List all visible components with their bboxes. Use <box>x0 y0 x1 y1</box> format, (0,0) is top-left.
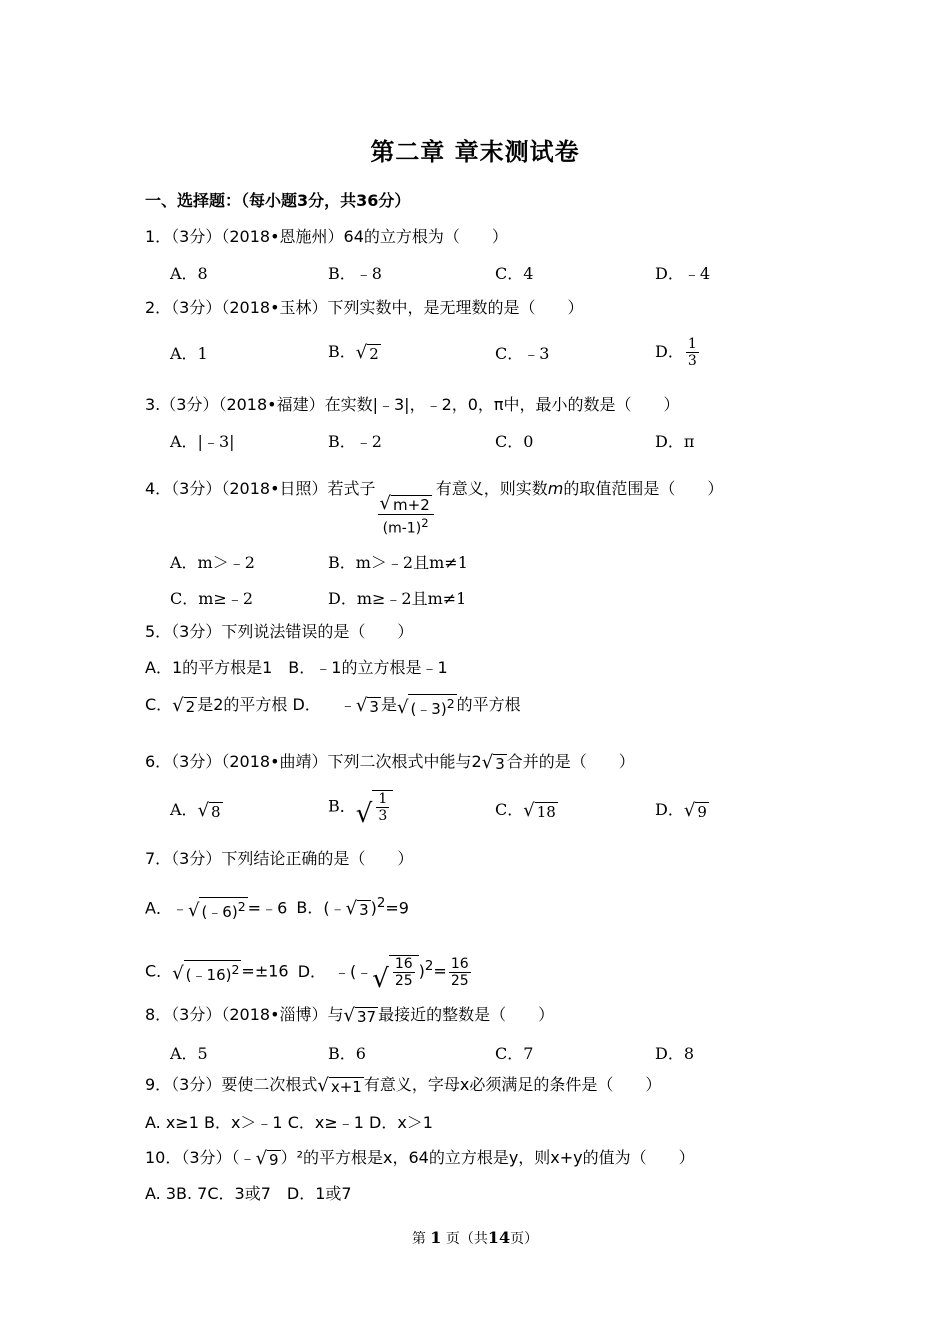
question-5-stem: 5．（3分）下列说法错误的是（ ） <box>145 622 414 641</box>
q6-option-d: D． √ 9 <box>655 799 707 821</box>
q2-option-d: D． $\frac{1}{3}$ <box>655 336 697 369</box>
question-10-stem: 10．（3分）（﹣ √ 9 ）²的平方根是x，64的立方根是y，则x+y的值为（ ） <box>145 1147 695 1169</box>
q6-option-b: B． √ $\frac{1}{3}$ <box>328 790 393 824</box>
q1-option-b: B．﹣8 <box>328 264 382 283</box>
question-9-stem: 9．（3分）要使二次根式 √ x+1 有意义，字母x必须满足的条件是（ ） <box>145 1074 662 1096</box>
q10-options: A. 3B. 7C．3或7 D．1或7 <box>145 1184 352 1203</box>
q4-option-d: D．m≥﹣2且m≠1 <box>328 589 467 608</box>
q3-option-c: C．0 <box>495 432 534 451</box>
question-6-stem: 6．（3分）（2018•曲靖）下列二次根式中能与2 √ 3 合并的是（ ） <box>145 751 635 773</box>
q6-option-c: C． √ 18 <box>495 799 556 821</box>
fraction: √ m+2 $(m-1)^2$ <box>378 494 434 537</box>
q4-option-c: C．m≥﹣2 <box>170 589 254 608</box>
q8-option-d: D．8 <box>655 1044 695 1063</box>
q8-option-c: C．7 <box>495 1044 534 1063</box>
page-footer: 第 1 页（共14页） <box>411 1228 539 1247</box>
q4-option-b: B．m＞﹣2且m≠1 <box>328 553 468 572</box>
q3-option-a: A．|﹣3| <box>170 432 235 451</box>
q8-option-a: A．5 <box>170 1044 208 1063</box>
q1-option-d: D．﹣4 <box>655 264 711 283</box>
question-2-stem: 2．（3分）（2018•玉林）下列实数中，是无理数的是（ ） <box>145 298 584 317</box>
q4-option-a: A．m＞﹣2 <box>170 553 255 572</box>
q5-options-ab: A．1的平方根是1 B．﹣1的立方根是﹣1 <box>145 658 448 677</box>
q5-options-cd: C． √ 2 是2的平方根 D． ﹣ √ 3 是 √ (﹣3)$^2$ 的平方根 <box>145 694 521 718</box>
question-8-stem: 8．（3分）（2018•淄博）与 √ 37 最接近的整数是（ ） <box>145 1004 555 1026</box>
page-total: 14 <box>487 1228 511 1247</box>
q3-option-b: B．﹣2 <box>328 432 382 451</box>
q2-option-a: A．1 <box>170 344 208 363</box>
section-heading: 一、选择题：（每小题3分，共36分） <box>145 191 411 210</box>
question-3-stem: 3.（3分）（2018•福建）在实数|﹣3|，﹣2，0，π中，最小的数是（ ） <box>145 395 680 414</box>
q6-option-a: A． √ 8 <box>170 799 221 821</box>
q7-options-ab: A．﹣ √ (﹣6)$^2$ =﹣6 B．(﹣ √ 3 )$^2$=9 <box>145 896 409 921</box>
page-title: 第二章 章末测试卷 <box>370 137 580 166</box>
fraction: $\frac{1}{3}$ <box>687 336 697 369</box>
q8-option-b: B．6 <box>328 1044 366 1063</box>
q2-option-b: B． √ 2 <box>328 341 379 363</box>
q1-option-c: C．4 <box>495 264 534 283</box>
q1-option-a: A．8 <box>170 264 208 283</box>
question-1-stem: 1．（3分）（2018•恩施州）64的立方根为（ ） <box>145 227 508 246</box>
q9-options: A. x≥1 B．x＞﹣1 C．x≥﹣1 D．x＞1 <box>145 1113 433 1132</box>
question-7-stem: 7．（3分）下列结论正确的是（ ） <box>145 849 414 868</box>
sqrt-expression: √ 2 <box>355 341 379 363</box>
page-number: 1 <box>430 1228 442 1247</box>
q2-option-c: C．﹣3 <box>495 344 550 363</box>
q7-options-cd: C． √ (﹣16)$^2$ =±16 D． ﹣(﹣ √ $\frac{16}{25}$ )$^2$= $\frac{16}{25}$ <box>145 955 469 994</box>
q3-option-d: D．π <box>655 432 695 451</box>
question-4-stem: 4．（3分）（2018•日照）若式子 √ m+2 $(m-1)^2$ 有意义，则实数m的取值范围是（ ） <box>145 479 724 537</box>
